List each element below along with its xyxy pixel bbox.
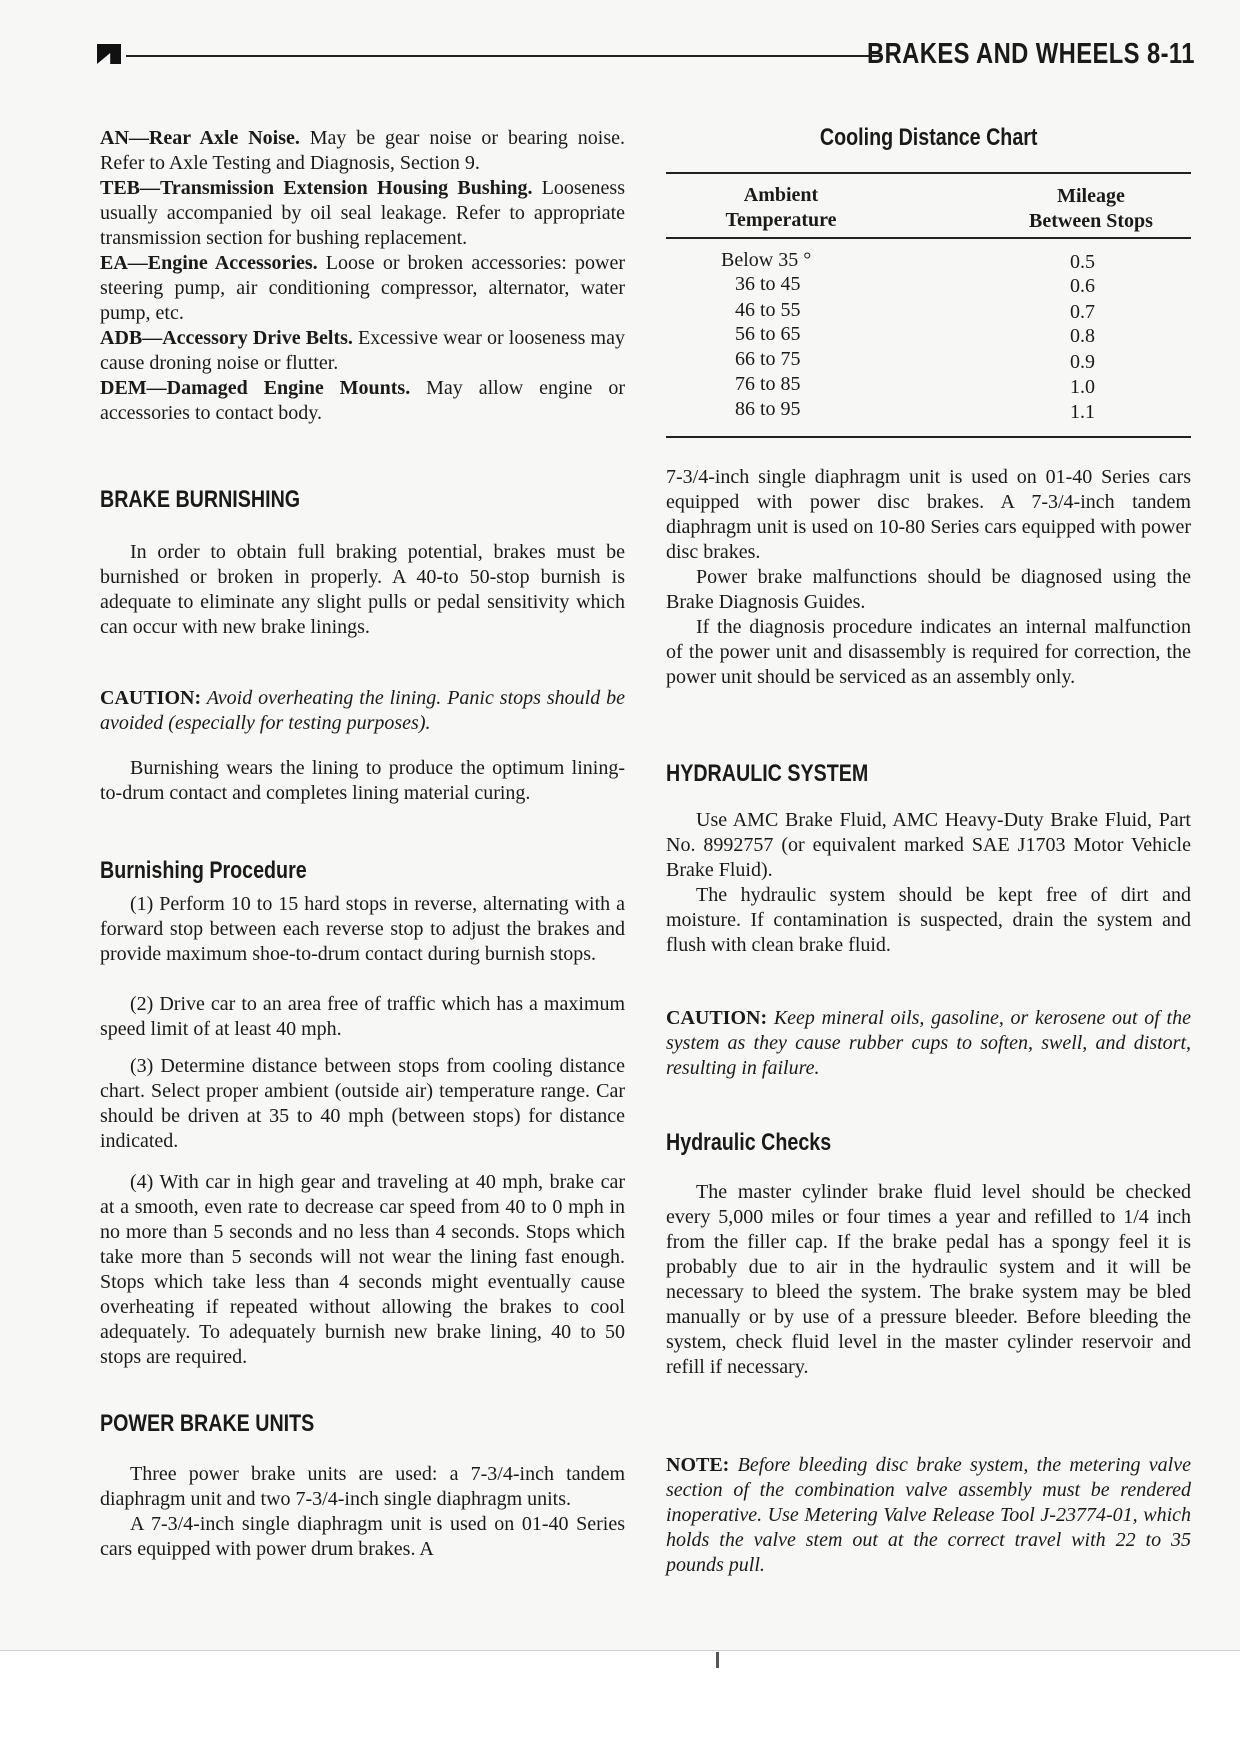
caution-body: Keep mineral oils, gasoline, or kerosene out of the system as they cause rubber cups to soften, swell, and distort, resulting in failure.: [666, 1007, 1191, 1079]
caution-text: [666, 1006, 1191, 1081]
noise-code-text: May be gear noise or bearing noise. Refer to Axle Testing and Diagnosis, Section 9.: [100, 127, 626, 174]
noise-code-list: [100, 126, 625, 426]
power-units-intro: [100, 1462, 625, 1562]
burnishing-intro-text: In order to obtain full braking potential, brakes must be burnished or broken in properly. A 40-to 50-stop burnish is adequate to eliminate any slight pulls or pedal sensitivity which can occur with new brake linings.: [100, 541, 625, 638]
mileage-cell: 0.9: [1070, 351, 1095, 373]
hydraulic-text: Use AMC Brake Fluid, AMC Heavy-Duty Brake Fluid, Part No. 8992757 (or equivalent marked SAE J1703 Motor Vehicle Brake Fluid).: [666, 809, 1191, 881]
noise-code-term: EA—Engine Accessories.: [100, 252, 318, 274]
procedure-step-1: [100, 892, 625, 967]
scan-artifact: [716, 1652, 719, 1668]
noise-code-text: Looseness usually accompanied by oil seal leakage. Refer to appropriate transmission section for bushing replacement.: [100, 177, 625, 249]
power-cont-text: Power brake malfunctions should be diagnosed using the Brake Diagnosis Guides.: [666, 566, 1191, 613]
hydraulic-checks-text: The master cylinder brake fluid level should be checked every 5,000 miles or four times a year and refilled to 1/4 inch from the filler cap. If the brake pedal has a spongy feel it is probably due to air in the hydraulic system and it will be necessary to bleed the system. The brake system may be bled manually or by use of a pressure bleeder. Before bleeding the system, check fluid level in the master cylinder reservoir and refill if necessary.: [666, 1181, 1191, 1378]
noise-code-text: May allow engine or accessories to contact body.: [100, 377, 625, 424]
mileage-cell: 0.8: [1070, 325, 1095, 347]
temp-cell: 76 to 85: [735, 373, 801, 395]
heading-hydraulic-checks: Hydraulic Checks: [666, 1129, 832, 1156]
noise-code-term: ADB—Accessory Drive Belts.: [100, 327, 353, 349]
mileage-cell: 0.7: [1070, 301, 1095, 323]
procedure-step-text: (2) Drive car to an area free of traffic which has a maximum speed limit of at least 40 mph.: [100, 993, 625, 1040]
noise-code-term: DEM—Damaged Engine Mounts.: [100, 377, 411, 399]
temp-cell: 46 to 55: [735, 299, 801, 321]
note-label: NOTE:: [666, 1454, 730, 1476]
noise-code-text: Excessive wear or looseness may cause droning noise or flutter.: [100, 327, 625, 374]
heading-brake-burnishing: BRAKE BURNISHING: [100, 486, 301, 513]
heading-burnishing-procedure: Burnishing Procedure: [100, 857, 307, 884]
hydraulic-text: The hydraulic system should be kept free of dirt and moisture. If contamination is suspected, drain the system and flush with clean brake fluid.: [666, 884, 1191, 956]
cooling-chart-title-text: Cooling Distance Chart: [819, 124, 1038, 151]
header-line: Between Stops: [1029, 210, 1153, 232]
procedure-step-4: [100, 1170, 625, 1370]
burnishing-body-text: Burnishing wears the lining to produce the optimum lining-to-drum contact and completes lining material curing.: [100, 757, 625, 804]
temp-cell: Below 35 °: [721, 249, 812, 271]
caution-label: CAUTION:: [100, 687, 202, 709]
burnishing-caution: [100, 686, 625, 736]
page-bottom-margin: [0, 1650, 1240, 1754]
table-header-rule: [666, 237, 1191, 239]
noise-code-teb: [100, 176, 625, 251]
power-units-text: A 7-3/4-inch single diaphragm unit is used on 01-40 Series cars equipped with power drum brakes. A: [100, 1513, 625, 1560]
noise-code-an: [100, 126, 625, 176]
header-line: Mileage: [1057, 185, 1125, 207]
heading-hydraulic-system: HYDRAULIC SYSTEM: [666, 760, 869, 787]
noise-code-ea: [100, 251, 625, 326]
procedure-step-text: (4) With car in high gear and traveling at 40 mph, brake car at a smooth, even rate to decrease car speed from 40 to 0 mph in no more than 5 seconds and no less than 4 seconds. Stops which take more than 5 seconds will not wear the lining fast enough. Stops which take less than 4 seconds might eventually cause overheating if repeated without allowing the brakes to cool adequately. To adequately burnish new brake lining, 40 to 50 stops are required.: [100, 1171, 625, 1368]
power-units-text: Three power brake units are used: a 7-3/4-inch tandem diaphragm unit and two 7-3/4-inch single diaphragm units.: [100, 1463, 625, 1510]
header-line: Temperature: [725, 209, 837, 231]
caution-body: Avoid overheating the lining. Panic stops should be avoided (especially for testing purposes).: [100, 687, 625, 734]
table-header-mileage: [996, 184, 1186, 234]
procedure-step-2: [100, 992, 625, 1042]
header-rule: [126, 55, 882, 57]
table-header-temperature: [696, 183, 866, 233]
noise-code-term: AN—Rear Axle Noise.: [100, 127, 300, 149]
heading-power-brake-units: POWER BRAKE UNITS: [100, 1410, 315, 1437]
table-top-rule: [666, 172, 1191, 174]
power-cont-text: 7-3/4-inch single diaphragm unit is used on 01-40 Series cars equipped with power disc brakes. A 7-3/4-inch tandem diaphragm unit is used on 10-80 Series cars equipped with power disc brakes.: [666, 466, 1191, 563]
hydraulic-caution: [666, 1006, 1191, 1081]
procedure-step-text: (1) Perform 10 to 15 hard stops in reverse, alternating with a forward stop between each reverse stop to adjust the brakes and provide maximum shoe-to-drum contact during burnish stops.: [100, 893, 625, 965]
caution-label: CAUTION:: [666, 1007, 768, 1029]
temp-cell: 66 to 75: [735, 348, 801, 370]
hydraulic-checks-body: [666, 1180, 1191, 1380]
temp-cell: 36 to 45: [735, 273, 801, 295]
temp-cell: 56 to 65: [735, 323, 801, 345]
hydraulic-system-body: [666, 808, 1191, 958]
procedure-step-text: (3) Determine distance between stops from cooling distance chart. Select proper ambient (outside air) temperature range. Car should be driven at 35 to 40 mph (between stops) for distance indicated.: [100, 1055, 625, 1152]
page-header-title: BRAKES AND WHEELS 8-11: [867, 38, 1195, 70]
procedure-step-3: [100, 1054, 625, 1154]
cooling-chart-title: [666, 124, 1191, 152]
mileage-cell: 0.5: [1070, 251, 1095, 273]
mileage-cell: 1.0: [1070, 376, 1095, 398]
noise-code-term: TEB—Transmission Extension Housing Bushing.: [100, 177, 533, 199]
burnishing-intro: [100, 540, 625, 640]
temp-cell: 86 to 95: [735, 398, 801, 420]
power-units-continued: [666, 465, 1191, 690]
table-bottom-rule: [666, 436, 1191, 438]
burnishing-body: [100, 756, 625, 806]
noise-code-adb: [100, 326, 625, 376]
noise-code-dem: [100, 376, 625, 426]
mileage-cell: 1.1: [1070, 401, 1095, 423]
note-body: Before bleeding disc brake system, the metering valve section of the combination valve assembly must be rendered inoperative. Use Metering Valve Release Tool J-23774-01, which holds the valve stem out at the correct travel with 22 to 35 pounds pull.: [666, 1454, 1191, 1576]
section-marker-icon: [97, 44, 121, 64]
bleeding-note: [666, 1453, 1191, 1578]
noise-code-text: Loose or broken accessories: power steering pump, air conditioning compressor, alternator, water pump, etc.: [100, 252, 626, 324]
mileage-cell: 0.6: [1070, 275, 1095, 297]
header-line: Ambient: [743, 184, 819, 206]
caution-text: [100, 686, 625, 736]
note-text: [666, 1453, 1191, 1578]
power-cont-text: If the diagnosis procedure indicates an internal malfunction of the power unit and disassembly is required for correction, the power unit should be serviced as an assembly only.: [666, 616, 1191, 688]
